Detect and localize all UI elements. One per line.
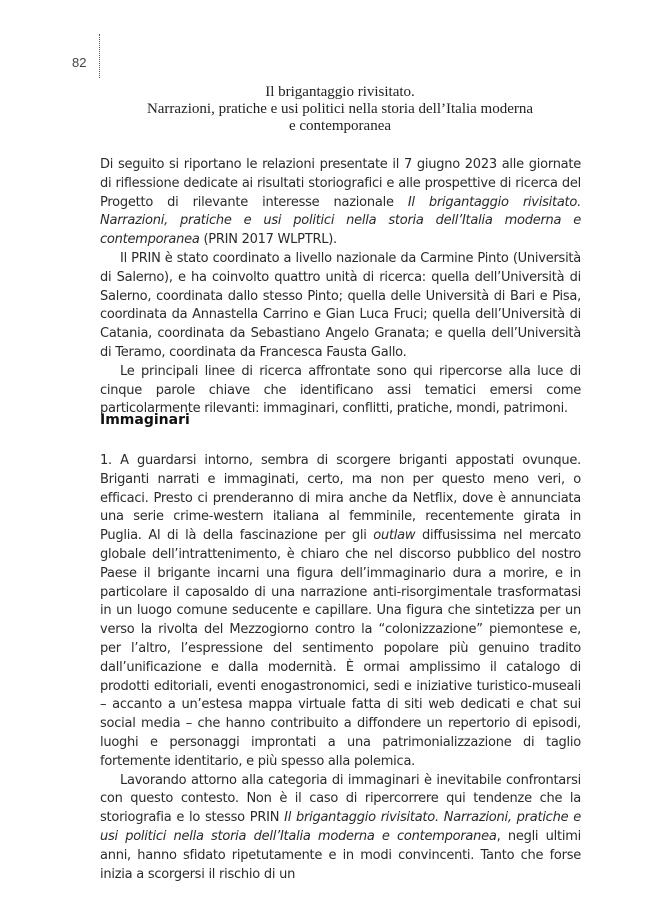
- title-line-3: e contemporanea: [288, 118, 392, 134]
- article-title: [100, 84, 580, 135]
- section-paragraph-2: Lavorando attorno alla categoria di immaginari è inevitabile confrontarsi con questo contesto. Non è il caso di ripercorrere qui tendenze che la storiografia e lo stesso PRIN Il brigantaggio rivisitato. Narrazioni, pratiche e usi politici nella storia dell’Italia moderna e contemporanea, negli ultimi anni, hanno sfidato ripetutamente e in modi convincenti. Tanto che forse inizia a scorgersi il rischio di un: [100, 772, 581, 882]
- page-number: 82: [72, 55, 87, 70]
- intro-paragraph-2: Il PRIN è stato coordinato a livello nazionale da Carmine Pinto (Università di Salerno), e ha coinvolto quattro unità di ricerca: quella dell’Università di Salerno, coordinata dallo stesso Pinto; quella delle Università di Bari e Pisa, coordinata da Annastella Carrino e Gian Luca Fruci; quella dell’Università di Catania, coordinata da Sebastiano Angelo Granata; e quella dell’Università di Teramo, coordinata da Francesca Fausta Gallo.: [100, 250, 581, 360]
- intro-paragraph-3: Le principali linee di ricerca affrontate sono qui ripercorse alla luce di cinque parole chiave che identificano assi tematici emersi come particolarmente rilevanti: immaginari, conflitti, pratiche, mondi, patrimoni.: [100, 363, 581, 417]
- section-paragraph-1: 1. A guardarsi intorno, sembra di scorgere briganti appostati ovunque. Briganti narrati e immaginati, certo, ma non per questo meno veri, o efficaci. Presto ci prenderanno di mira anche da Netflix, dove è annunciata una serie crime-western italiana al femminile, recentemente girata in Puglia. Al di là della fascinazione per gli outlaw diffusissima nel mercato globale dell’intrattenimento, è chiaro che nel discorso pubblico del nostro Paese il brigante incarni una figura dell’immaginario dura a morire, e in particolare il caposaldo di una narrazione anti-risorgimentale trasformatasi in un luogo comune seducente e capillare. Una figura che sintetizza per un verso la rivolta del Mezzogiorno contro la “colonizzazione” piemontese e, per l’altro, l’espressione del sentimento popolare più genuino tradito dall’unificazione e dalla modernità. È ormai amplissimo il catalogo di prodotti editoriali, eventi enogastronomici, sedi e iniziative turistico-museali – accanto a un’estesa mappa virtuale fatta di siti web dedicati e chat sui social media – che hanno contribuito a diffondere un repertorio di episodi, luoghi e personaggi improntati a una patrimonializzazione di taglio fortemente identitario, e più spesso alla polemica.: [100, 453, 581, 769]
- outlaw-italic: outlaw: [373, 528, 416, 544]
- section-text: [100, 452, 581, 884]
- project-title-italic-2: Il brigantaggio rivisitato. Narrazioni, pratiche e usi politici nella storia dell’Italia moderna e contemporanea: [100, 810, 581, 844]
- section-heading: Immaginari: [100, 412, 190, 428]
- intro-paragraph-1: Di seguito si riportano le relazioni presentate il 7 giugno 2023 alle giornate di riflessione dedicate ai risultati storiografici e alle prospettive di ricerca del Progetto di rilevante interesse nazionale Il brigantaggio rivisitato. Narrazioni, pratiche e usi politici nella storia dell’Italia moderna e contemporanea (PRIN 2017 WLPTRL).: [100, 157, 581, 248]
- page-number-rule: [99, 34, 100, 78]
- title-line-1: Il brigantaggio rivisitato.: [265, 84, 415, 100]
- title-line-2: Narrazioni, pratiche e usi politici nella storia dell’Italia moderna: [146, 101, 534, 117]
- project-title-italic: Il brigantaggio rivisitato. Narrazioni, pratiche e usi politici nella storia dell’Italia moderna e contemporanea: [100, 194, 581, 248]
- intro-text: [100, 156, 581, 419]
